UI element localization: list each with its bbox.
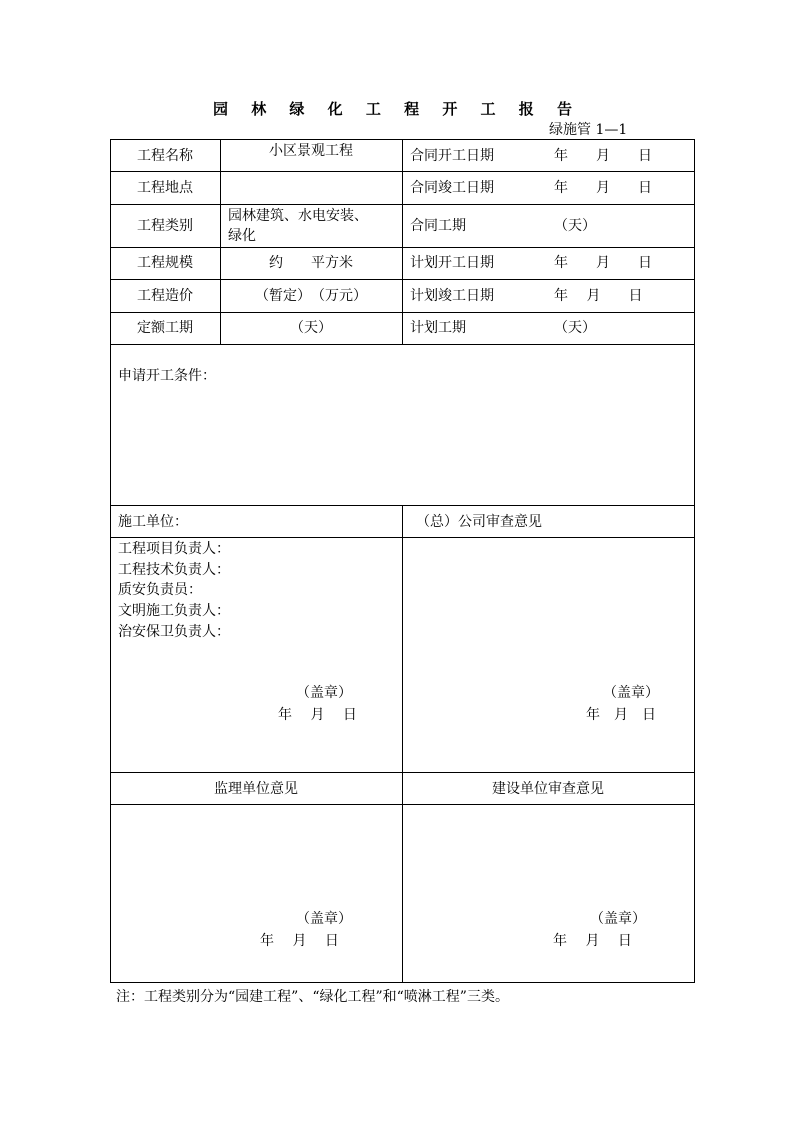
quality-safety-officer-label: 质安负责员： <box>118 582 202 598</box>
table-border-right <box>694 139 695 983</box>
planned-end-date-value: 年 月 日 <box>554 288 643 304</box>
contract-start-date-value: 年 月 日 <box>554 148 652 164</box>
civilized-construction-manager-label: 文明施工负责人： <box>118 603 230 619</box>
project-cost-label: 工程造价 <box>137 288 193 304</box>
column-divider <box>402 505 403 982</box>
supervision-opinion-label: 监理单位意见 <box>214 781 298 797</box>
project-category-label: 工程类别 <box>137 218 193 234</box>
planned-duration-value: （天） <box>554 320 596 336</box>
project-name-label: 工程名称 <box>137 148 193 164</box>
document-title: 园 林 绿 化 工 程 开 工 报 告 <box>212 100 581 118</box>
project-name-value: 小区景观工程 <box>269 143 353 159</box>
project-location-label: 工程地点 <box>137 180 193 196</box>
planned-end-date-label: 计划竣工日期 <box>410 288 494 304</box>
planned-start-date-label: 计划开工日期 <box>410 255 494 271</box>
quota-duration-label: 定额工期 <box>137 320 193 336</box>
technical-manager-label: 工程技术负责人： <box>118 562 230 578</box>
column-divider <box>402 139 403 344</box>
construction-unit-date: 年 月 日 <box>278 707 357 723</box>
project-cost-value: （暂定） （万元） <box>255 288 367 304</box>
company-review-label: （总）公司审查意见 <box>416 514 542 530</box>
contract-start-date-label: 合同开工日期 <box>410 148 494 164</box>
owner-review-date: 年 月 日 <box>553 933 632 949</box>
company-review-date: 年 月 日 <box>586 707 656 723</box>
planned-duration-label: 计划工期 <box>410 320 466 336</box>
project-scale-label: 工程规模 <box>137 255 193 271</box>
column-divider <box>220 139 221 344</box>
owner-review-label: 建设单位审查意见 <box>492 781 604 797</box>
contract-end-date-value: 年 月 日 <box>554 180 652 196</box>
project-category-value-line2: 绿化 <box>228 228 256 244</box>
construction-unit-label: 施工单位： <box>118 514 188 530</box>
document-number: 绿施管 1—1 <box>549 122 628 138</box>
start-conditions-label: 申请开工条件： <box>118 368 216 384</box>
company-review-seal: （盖章） <box>603 685 659 701</box>
contract-end-date-label: 合同竣工日期 <box>410 180 494 196</box>
security-manager-label: 治安保卫负责人： <box>118 624 230 640</box>
quota-duration-value: （天） <box>290 320 332 336</box>
construction-unit-seal: （盖章） <box>296 685 352 701</box>
planned-start-date-value: 年 月 日 <box>554 255 652 271</box>
contract-duration-label: 合同工期 <box>410 218 466 234</box>
report-form <box>110 139 695 982</box>
footnote: 注：工程类别分为“园建工程”、“绿化工程”和“喷淋工程”三类。 <box>116 989 509 1005</box>
row-divider <box>110 344 695 345</box>
project-scale-value: 约 平方米 <box>269 255 353 271</box>
project-manager-label: 工程项目负责人： <box>118 541 230 557</box>
supervision-date: 年 月 日 <box>260 933 339 949</box>
supervision-seal: （盖章） <box>296 911 352 927</box>
project-category-value-line1: 园林建筑、水电安装、 <box>228 208 368 224</box>
table-border-bottom <box>110 982 695 983</box>
contract-duration-value: （天） <box>554 218 596 234</box>
owner-review-seal: （盖章） <box>590 911 646 927</box>
